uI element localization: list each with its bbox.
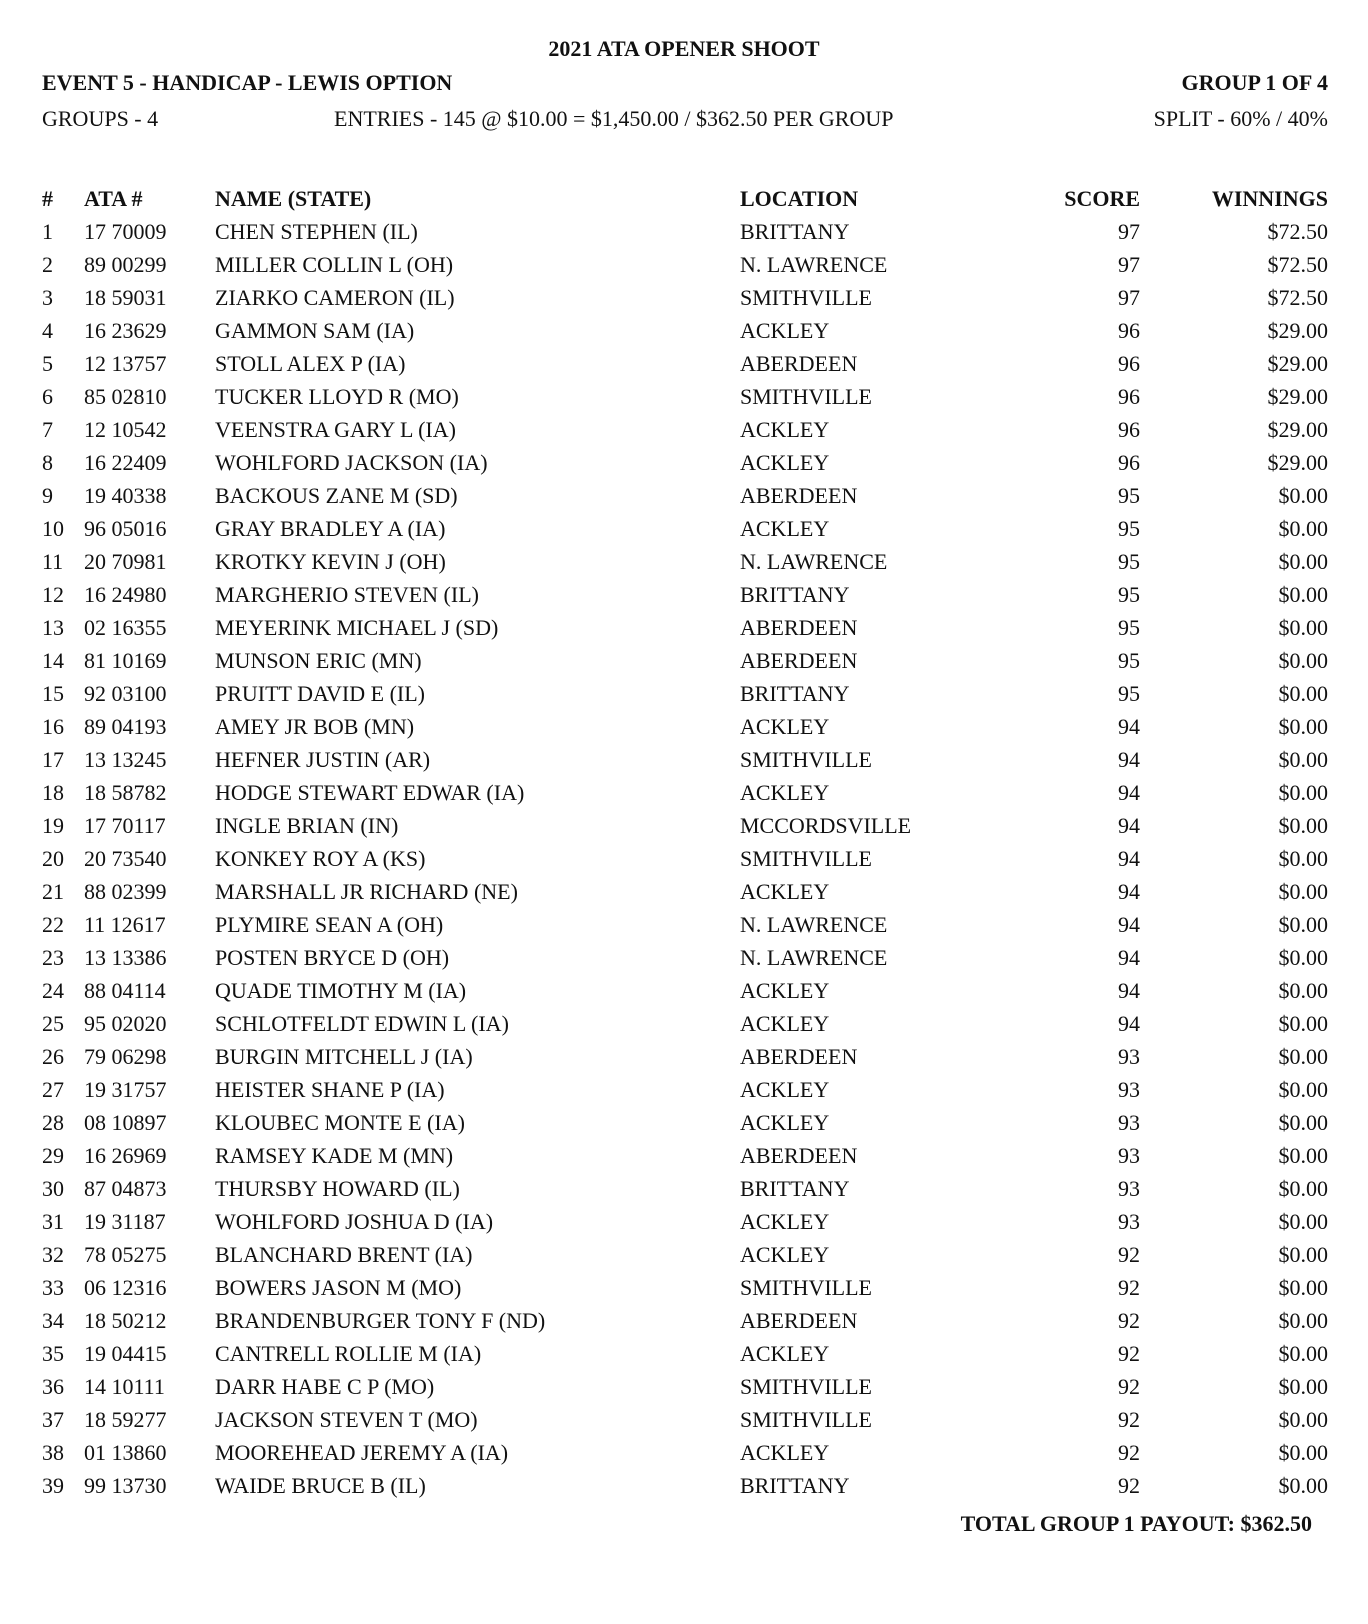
table-row [42,1238,1328,1271]
cell-location: ACKLEY [740,714,830,739]
cell-ata-number: 13 13386 [84,945,167,970]
table-row [42,974,1328,1007]
cell-winnings: $29.00 [1267,384,1328,409]
cell-rank: 6 [42,384,53,409]
cell-rank: 25 [42,1011,64,1036]
cell-winnings: $0.00 [1278,813,1328,838]
cell-score: 94 [1118,879,1140,904]
table-row [42,1469,1328,1502]
table-row [42,644,1328,677]
groups-count: GROUPS - 4 [42,106,159,131]
table-row [42,1337,1328,1370]
cell-score: 97 [1118,285,1140,310]
cell-location: ACKLEY [740,516,830,541]
cell-rank: 18 [42,780,64,805]
cell-score: 95 [1118,615,1140,640]
cell-winnings: $72.50 [1267,285,1328,310]
cell-winnings: $0.00 [1278,648,1328,673]
table-row [42,1040,1328,1073]
document-title: 2021 ATA OPENER SHOOT [548,36,820,61]
cell-name: VEENSTRA GARY L (IA) [215,417,456,442]
cell-location: N. LAWRENCE [740,945,888,970]
cell-winnings: $0.00 [1278,747,1328,772]
table-header-row [42,181,1328,215]
table-row [42,1436,1328,1469]
cell-rank: 26 [42,1044,64,1069]
cell-rank: 4 [42,318,53,343]
cell-location: ABERDEEN [740,483,858,508]
table-row [42,1172,1328,1205]
split-info: SPLIT - 60% / 40% [1153,106,1328,131]
cell-name: BACKOUS ZANE M (SD) [215,483,458,508]
cell-ata-number: 88 04114 [84,978,166,1003]
cell-location: ACKLEY [740,450,830,475]
table-row [42,545,1328,578]
cell-ata-number: 78 05275 [84,1242,167,1267]
cell-ata-number: 85 02810 [84,384,167,409]
table-row [42,1271,1328,1304]
cell-location: SMITHVILLE [740,846,872,871]
cell-winnings: $0.00 [1278,1143,1328,1168]
cell-winnings: $0.00 [1278,1209,1328,1234]
cell-winnings: $0.00 [1278,1407,1328,1432]
cell-rank: 28 [42,1110,64,1135]
cell-score: 92 [1118,1341,1140,1366]
cell-rank: 37 [42,1407,64,1432]
cell-rank: 10 [42,516,64,541]
cell-name: INGLE BRIAN (IN) [215,813,399,838]
table-row [42,809,1328,842]
cell-name: WOHLFORD JOSHUA D (IA) [215,1209,494,1234]
cell-name: QUADE TIMOTHY M (IA) [215,978,467,1003]
table-row [42,314,1328,347]
cell-rank: 29 [42,1143,64,1168]
cell-ata-number: 20 70981 [84,549,167,574]
cell-ata-number: 11 12617 [84,912,166,937]
cell-winnings: $0.00 [1278,978,1328,1003]
cell-ata-number: 06 12316 [84,1275,167,1300]
cell-rank: 8 [42,450,53,475]
cell-rank: 16 [42,714,64,739]
table-row [42,578,1328,611]
cell-ata-number: 92 03100 [84,681,167,706]
table-row [42,1139,1328,1172]
table-row [42,347,1328,380]
column-header-rank: # [42,185,53,211]
cell-location: SMITHVILLE [740,285,872,310]
table-row [42,413,1328,446]
group-label: GROUP 1 OF 4 [1181,70,1328,95]
cell-rank: 32 [42,1242,64,1267]
cell-location: ACKLEY [740,417,830,442]
cell-name: MARSHALL JR RICHARD (NE) [215,879,518,904]
cell-score: 94 [1118,846,1140,871]
cell-location: N. LAWRENCE [740,252,888,277]
table-row [42,710,1328,743]
cell-location: SMITHVILLE [740,1275,872,1300]
cell-score: 94 [1118,945,1140,970]
cell-winnings: $72.50 [1267,219,1328,244]
cell-name: MEYERINK MICHAEL J (SD) [215,615,499,640]
table-row [42,479,1328,512]
cell-rank: 30 [42,1176,64,1201]
cell-ata-number: 08 10897 [84,1110,167,1135]
cell-winnings: $0.00 [1278,549,1328,574]
cell-name: BOWERS JASON M (MO) [215,1275,462,1300]
cell-winnings: $0.00 [1278,1011,1328,1036]
cell-rank: 36 [42,1374,64,1399]
cell-name: HEFNER JUSTIN (AR) [215,747,431,772]
table-row [42,380,1328,413]
cell-location: ABERDEEN [740,1143,858,1168]
cell-winnings: $29.00 [1267,318,1328,343]
cell-name: MUNSON ERIC (MN) [215,648,422,673]
cell-rank: 39 [42,1473,64,1498]
cell-location: ABERDEEN [740,1308,858,1333]
cell-score: 93 [1118,1209,1140,1234]
table-row [42,1073,1328,1106]
cell-ata-number: 18 59277 [84,1407,167,1432]
results-table [42,181,1328,1502]
cell-rank: 1 [42,219,53,244]
cell-score: 94 [1118,978,1140,1003]
cell-name: BURGIN MITCHELL J (IA) [215,1044,473,1069]
cell-ata-number: 16 22409 [84,450,167,475]
cell-name: KLOUBEC MONTE E (IA) [215,1110,465,1135]
cell-score: 95 [1118,483,1140,508]
cell-rank: 20 [42,846,64,871]
cell-score: 93 [1118,1110,1140,1135]
table-row [42,908,1328,941]
cell-rank: 14 [42,648,64,673]
table-row [42,776,1328,809]
cell-name: TUCKER LLOYD R (MO) [215,384,459,409]
table-row [42,446,1328,479]
cell-score: 94 [1118,714,1140,739]
cell-name: THURSBY HOWARD (IL) [215,1176,460,1201]
table-row [42,1007,1328,1040]
cell-ata-number: 14 10111 [84,1374,165,1399]
cell-winnings: $0.00 [1278,1341,1328,1366]
column-header-name: NAME (STATE) [215,185,372,211]
cell-rank: 9 [42,483,53,508]
table-row [42,215,1328,248]
cell-location: SMITHVILLE [740,747,872,772]
table-row [42,611,1328,644]
cell-name: JACKSON STEVEN T (MO) [215,1407,478,1432]
cell-winnings: $29.00 [1267,417,1328,442]
cell-rank: 15 [42,681,64,706]
cell-name: CHEN STEPHEN (IL) [215,219,418,244]
cell-ata-number: 12 10542 [84,417,167,442]
cell-winnings: $0.00 [1278,582,1328,607]
cell-name: HEISTER SHANE P (IA) [215,1077,445,1102]
cell-location: SMITHVILLE [740,384,872,409]
cell-location: BRITTANY [740,1176,850,1201]
cell-name: BLANCHARD BRENT (IA) [215,1242,473,1267]
cell-rank: 27 [42,1077,64,1102]
cell-ata-number: 89 04193 [84,714,167,739]
cell-winnings: $0.00 [1278,1077,1328,1102]
cell-score: 95 [1118,516,1140,541]
cell-name: MARGHERIO STEVEN (IL) [215,582,479,607]
cell-name: DARR HABE C P (MO) [215,1374,435,1399]
cell-name: KROTKY KEVIN J (OH) [215,549,446,574]
cell-winnings: $0.00 [1278,1176,1328,1201]
table-row [42,875,1328,908]
cell-ata-number: 16 26969 [84,1143,167,1168]
cell-location: ACKLEY [740,1341,830,1366]
table-row [42,1205,1328,1238]
cell-name: RAMSEY KADE M (MN) [215,1143,454,1168]
cell-location: ACKLEY [740,1011,830,1036]
cell-ata-number: 02 16355 [84,615,167,640]
cell-ata-number: 95 02020 [84,1011,167,1036]
cell-location: ACKLEY [740,978,830,1003]
cell-location: BRITTANY [740,1473,850,1498]
table-row [42,677,1328,710]
cell-location: ABERDEEN [740,351,858,376]
table-row [42,1304,1328,1337]
table-row [42,743,1328,776]
cell-rank: 34 [42,1308,64,1333]
cell-ata-number: 89 00299 [84,252,167,277]
cell-ata-number: 19 40338 [84,483,167,508]
cell-name: WAIDE BRUCE B (IL) [215,1473,426,1498]
cell-ata-number: 20 73540 [84,846,167,871]
cell-score: 94 [1118,1011,1140,1036]
cell-ata-number: 19 31757 [84,1077,167,1102]
cell-location: N. LAWRENCE [740,912,888,937]
cell-score: 94 [1118,912,1140,937]
cell-location: ACKLEY [740,780,830,805]
cell-winnings: $0.00 [1278,846,1328,871]
cell-score: 92 [1118,1242,1140,1267]
event-name: EVENT 5 - HANDICAP - LEWIS OPTION [42,70,453,95]
cell-score: 94 [1118,780,1140,805]
cell-winnings: $29.00 [1267,450,1328,475]
cell-winnings: $0.00 [1278,1440,1328,1465]
cell-score: 95 [1118,648,1140,673]
cell-winnings: $0.00 [1278,879,1328,904]
cell-score: 95 [1118,549,1140,574]
total-payout: TOTAL GROUP 1 PAYOUT: $362.50 [960,1511,1312,1536]
cell-rank: 19 [42,813,64,838]
cell-name: BRANDENBURGER TONY F (ND) [215,1308,546,1333]
cell-winnings: $0.00 [1278,615,1328,640]
cell-name: POSTEN BRYCE D (OH) [215,945,450,970]
cell-name: AMEY JR BOB (MN) [215,714,415,739]
cell-location: ACKLEY [740,1077,830,1102]
cell-score: 93 [1118,1143,1140,1168]
cell-ata-number: 17 70009 [84,219,167,244]
cell-rank: 11 [42,549,64,574]
cell-location: BRITTANY [740,219,850,244]
cell-ata-number: 01 13860 [84,1440,167,1465]
cell-score: 92 [1118,1440,1140,1465]
table-row [42,248,1328,281]
table-row [42,1106,1328,1139]
cell-rank: 5 [42,351,53,376]
cell-score: 94 [1118,747,1140,772]
table-row [42,1403,1328,1436]
cell-rank: 38 [42,1440,64,1465]
cell-ata-number: 87 04873 [84,1176,167,1201]
cell-location: ABERDEEN [740,648,858,673]
cell-score: 95 [1118,582,1140,607]
entries-summary: ENTRIES - 145 @ $10.00 = $1,450.00 / $362.50 PER GROUP [334,106,894,131]
cell-rank: 33 [42,1275,64,1300]
cell-location: ACKLEY [740,1440,830,1465]
cell-winnings: $0.00 [1278,1044,1328,1069]
cell-score: 92 [1118,1275,1140,1300]
cell-location: ACKLEY [740,1242,830,1267]
cell-location: ACKLEY [740,1110,830,1135]
table-row [42,512,1328,545]
cell-ata-number: 81 10169 [84,648,167,673]
cell-rank: 35 [42,1341,64,1366]
cell-name: KONKEY ROY A (KS) [215,846,426,871]
cell-score: 93 [1118,1077,1140,1102]
cell-score: 96 [1118,417,1140,442]
cell-rank: 31 [42,1209,64,1234]
table-row [42,1370,1328,1403]
column-header-score: SCORE [1064,185,1140,211]
cell-rank: 24 [42,978,64,1003]
cell-score: 96 [1118,351,1140,376]
cell-ata-number: 18 50212 [84,1308,167,1333]
cell-name: WOHLFORD JACKSON (IA) [215,450,488,475]
cell-name: SCHLOTFELDT EDWIN L (IA) [215,1011,509,1036]
cell-name: CANTRELL ROLLIE M (IA) [215,1341,482,1366]
cell-ata-number: 13 13245 [84,747,167,772]
cell-score: 96 [1118,450,1140,475]
cell-score: 97 [1118,219,1140,244]
cell-score: 96 [1118,318,1140,343]
cell-location: ACKLEY [740,318,830,343]
cell-rank: 3 [42,285,53,310]
table-row [42,941,1328,974]
column-header-ata: ATA # [84,185,143,211]
cell-name: MILLER COLLIN L (OH) [215,252,454,277]
cell-location: ACKLEY [740,1209,830,1234]
cell-winnings: $0.00 [1278,1473,1328,1498]
cell-location: ABERDEEN [740,615,858,640]
table-body [42,215,1328,1502]
cell-score: 92 [1118,1374,1140,1399]
cell-rank: 13 [42,615,64,640]
cell-rank: 12 [42,582,64,607]
cell-score: 96 [1118,384,1140,409]
cell-rank: 17 [42,747,64,772]
cell-location: MCCORDSVILLE [740,813,912,838]
cell-name: MOOREHEAD JEREMY A (IA) [215,1440,509,1465]
cell-name: GRAY BRADLEY A (IA) [215,516,446,541]
cell-location: ABERDEEN [740,1044,858,1069]
cell-rank: 22 [42,912,64,937]
cell-location: SMITHVILLE [740,1374,872,1399]
cell-score: 97 [1118,252,1140,277]
cell-score: 92 [1118,1407,1140,1432]
cell-score: 94 [1118,813,1140,838]
cell-ata-number: 18 59031 [84,285,167,310]
cell-ata-number: 18 58782 [84,780,167,805]
cell-ata-number: 79 06298 [84,1044,167,1069]
cell-location: SMITHVILLE [740,1407,872,1432]
cell-winnings: $0.00 [1278,516,1328,541]
cell-score: 93 [1118,1044,1140,1069]
cell-name: PLYMIRE SEAN A (OH) [215,912,444,937]
cell-winnings: $0.00 [1278,945,1328,970]
cell-ata-number: 88 02399 [84,879,167,904]
cell-rank: 2 [42,252,53,277]
cell-location: BRITTANY [740,681,850,706]
table-row [42,842,1328,875]
cell-winnings: $0.00 [1278,714,1328,739]
column-header-location: LOCATION [740,185,859,211]
cell-score: 93 [1118,1176,1140,1201]
cell-location: ACKLEY [740,879,830,904]
cell-location: N. LAWRENCE [740,549,888,574]
cell-ata-number: 19 04415 [84,1341,167,1366]
cell-name: STOLL ALEX P (IA) [215,351,406,376]
cell-score: 92 [1118,1473,1140,1498]
cell-score: 95 [1118,681,1140,706]
cell-rank: 23 [42,945,64,970]
cell-name: HODGE STEWART EDWAR (IA) [215,780,525,805]
cell-rank: 7 [42,417,53,442]
cell-winnings: $0.00 [1278,780,1328,805]
cell-winnings: $0.00 [1278,483,1328,508]
cell-ata-number: 99 13730 [84,1473,167,1498]
column-header-winnings: WINNINGS [1211,185,1328,211]
cell-winnings: $72.50 [1267,252,1328,277]
cell-winnings: $0.00 [1278,1110,1328,1135]
cell-winnings: $0.00 [1278,1242,1328,1267]
cell-winnings: $0.00 [1278,912,1328,937]
cell-ata-number: 16 23629 [84,318,167,343]
cell-ata-number: 17 70117 [84,813,166,838]
cell-winnings: $0.00 [1278,681,1328,706]
cell-ata-number: 16 24980 [84,582,167,607]
cell-ata-number: 19 31187 [84,1209,166,1234]
cell-winnings: $0.00 [1278,1374,1328,1399]
cell-ata-number: 12 13757 [84,351,167,376]
cell-winnings: $29.00 [1267,351,1328,376]
table-row [42,281,1328,314]
cell-location: BRITTANY [740,582,850,607]
cell-name: ZIARKO CAMERON (IL) [215,285,455,310]
cell-winnings: $0.00 [1278,1308,1328,1333]
cell-score: 92 [1118,1308,1140,1333]
cell-name: GAMMON SAM (IA) [215,318,415,343]
cell-name: PRUITT DAVID E (IL) [215,681,425,706]
cell-rank: 21 [42,879,64,904]
cell-winnings: $0.00 [1278,1275,1328,1300]
cell-ata-number: 96 05016 [84,516,167,541]
